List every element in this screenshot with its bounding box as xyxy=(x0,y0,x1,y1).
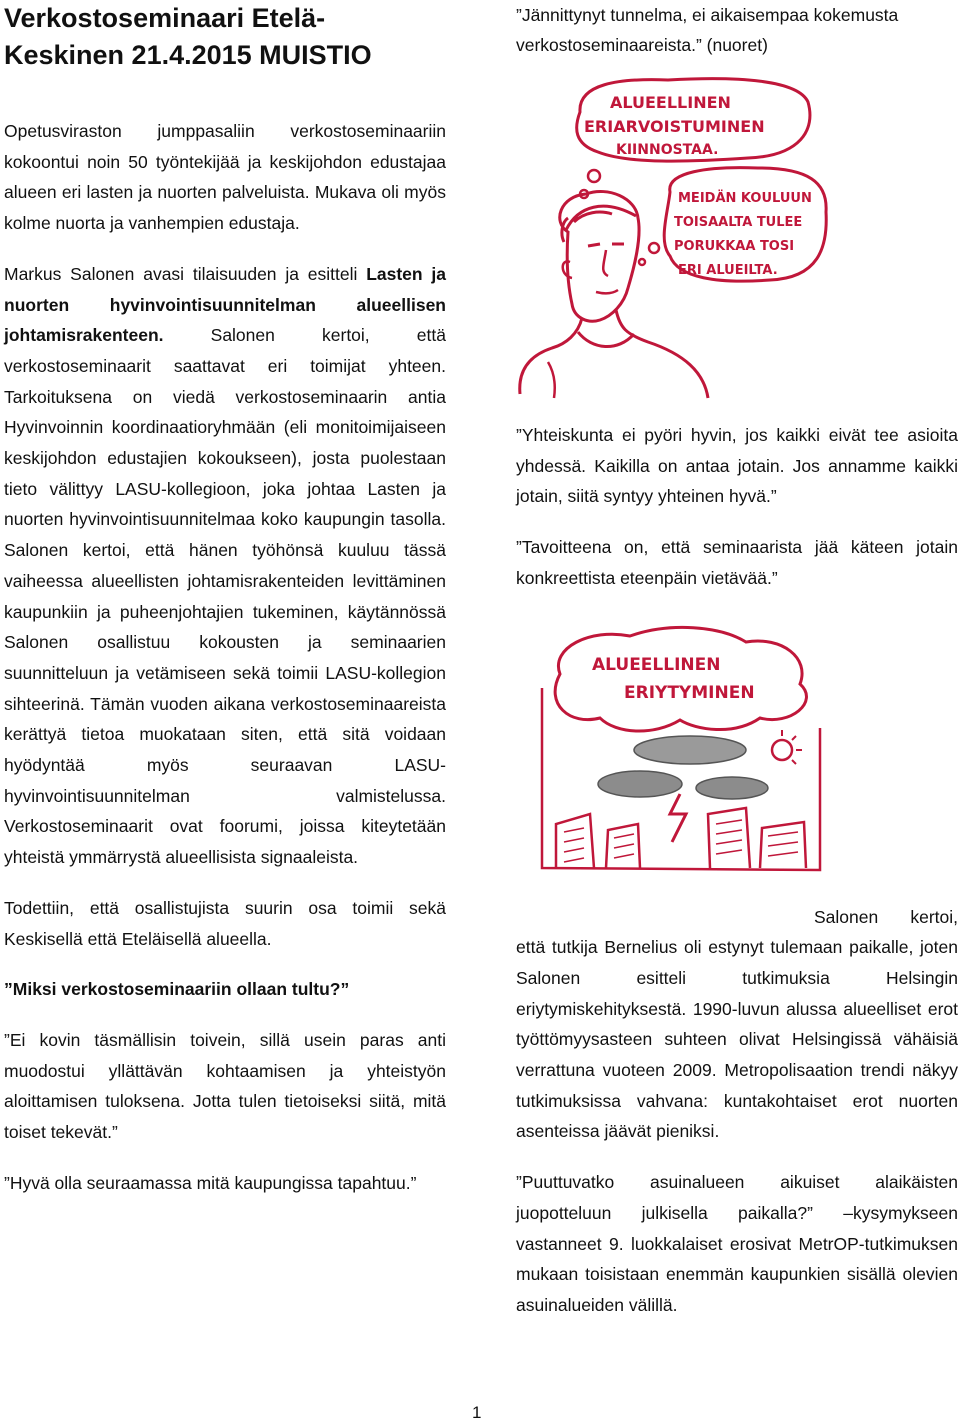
quote-paragraph: ”Puuttuvatko asuinalueen aikuiset alaikäisten juopotteluun julkisella paikalla?” –kysymykseen vastanneet 9. luokkalaiset erosivat MetrOP-tutkimuksen mukaan toisistaan enemmän kaupunkien sisällä olevien asuinalueiden välillä. xyxy=(516,1172,958,1315)
quote-paragraph: ”Ei kovin täsmällisin toivein, sillä usein paras anti muodostui yllättävän kohtaamisen ja yhteistyön aloittamisen tuloksena. Jotta tulen tietoiseksi siitä, mitä toiset tekevät.” xyxy=(4,1029,446,1143)
person-drawing xyxy=(508,72,950,402)
structure-paragraph xyxy=(4,259,446,873)
quote-paragraph: ”Hyvä olla seuraamassa mitä kaupungissa tapahtuu.” xyxy=(4,1172,417,1193)
city-storm-drawing xyxy=(520,618,960,890)
bubble-text: ALUEELLINEN xyxy=(610,93,731,112)
paragraph-body: Salonen kertoi, että verkostoseminaarit saattavat eri toimijat yhteen. Tarkoituksena on viedä verkostoseminaarin antia Hyvinvoinnin koordinaatioryhmään (eli monitoimijaiseen keskijohdon edustajien kokoukseen), josta puolestaan tieto välittyy LASU-kollegioon, joka johtaa Lasten ja nuorten hyvinvointisuunnitelmaa koko kaupungin tasolla. Salonen kertoi, että hänen työhönsä kuuluu tässä vaiheessa alueellisten johtamisrakenteiden levittäminen kaupunkiin ja puheenjohtajien tukeminen, käytännössä Salonen osallistuu kokousten ja seminaarien suunnitteluun ja vetämiseen sekä toimii LASU-kollegion sihteerinä. Tämän vuoden aikana verkostoseminaareista kerättyä tietoa muokataan siten, että sitä voidaan hyödyntää myös seuraavan LASU-hyvinvointisuunnitelman valmistelussa. Verkostoseminaarit ovat foorumi, joissa kiteytetään yhteistä ymmärrystä alueellisista signaaleista. xyxy=(4,325,446,868)
right-column xyxy=(516,0,958,1321)
page-number: 1 xyxy=(472,1403,482,1422)
areas-paragraph: Todettiin, että osallistujista suurin osa toimii sekä Keskisellä että Eteläisellä alueella. xyxy=(4,897,446,949)
research-paragraph: Salonen kertoi, että tutkija Bernelius oli estynyt tulemaan paikalle, joten Salonen esitteli tutkimuksia Helsingin eriytymiskehityksestä. 1990-luvun alussa alueelliset erot työttömyysasteen suhteen olivat Helsingissä vähäisiä verrattuna vuoteen 2009. Metropolisaation trendi näkyy tutkimuksissa vahvana: kuntakohtaiset erot nuorten asenteissa jäävät pieniksi. xyxy=(516,906,958,1142)
bubble-text: ERIARVOISTUMINEN xyxy=(584,117,765,136)
bubble-text: ERI ALUEILTA. xyxy=(678,263,778,278)
bubble-text: MEIDÄN KOULUUN xyxy=(678,191,812,206)
bubble-text: PORUKKAA TOSI xyxy=(674,239,795,254)
left-column xyxy=(4,0,446,1199)
bubble-text: TOISAALTA TULEE xyxy=(674,215,803,230)
intro-paragraph: Opetusviraston jumppasaliin verkostoseminaariin kokoontui noin 50 työntekijää ja keskijohdon edustajaa alueen eri lasten ja nuorten palveluista. Mukava oli myös kolme nuorta ja vanhempien edustaja. xyxy=(4,121,446,234)
cloud-text: ALUEELLINEN xyxy=(592,654,721,675)
quote-paragraph: ”Jännittynyt tunnelma, ei aikaisempaa kokemusta verkostoseminaareista.” (nuoret) xyxy=(516,5,899,55)
bubble-text: KIINNOSTAA. xyxy=(616,142,719,158)
paragraph-emphasis: Lasten ja nuorten hyvinvointisuunnitelman alueellisen johtamisrakenteen. xyxy=(4,263,446,346)
paragraph-lead: Markus Salonen avasi tilaisuuden ja esitteli xyxy=(4,263,367,284)
page-title: Verkostoseminaari Etelä-Keskinen 21.4.2015 MUISTIO xyxy=(4,3,372,70)
cloud-text: ERIYTYMINEN xyxy=(624,682,755,703)
section-heading: ”Miksi verkostoseminaariin ollaan tultu?” xyxy=(4,979,350,1000)
quote-paragraph: ”Yhteiskunta ei pyöri hyvin, jos kaikki eivät tee asioita yhdessä. Kaikilla on antaa jotain. Jos annamme kaikki jotain, siitä syntyy yhteinen hyvä.” xyxy=(516,425,958,507)
quote-paragraph: ”Tavoitteena on, että seminaarista jää käteen jotain konkreettista eteenpäin vietävää.” xyxy=(516,537,958,588)
